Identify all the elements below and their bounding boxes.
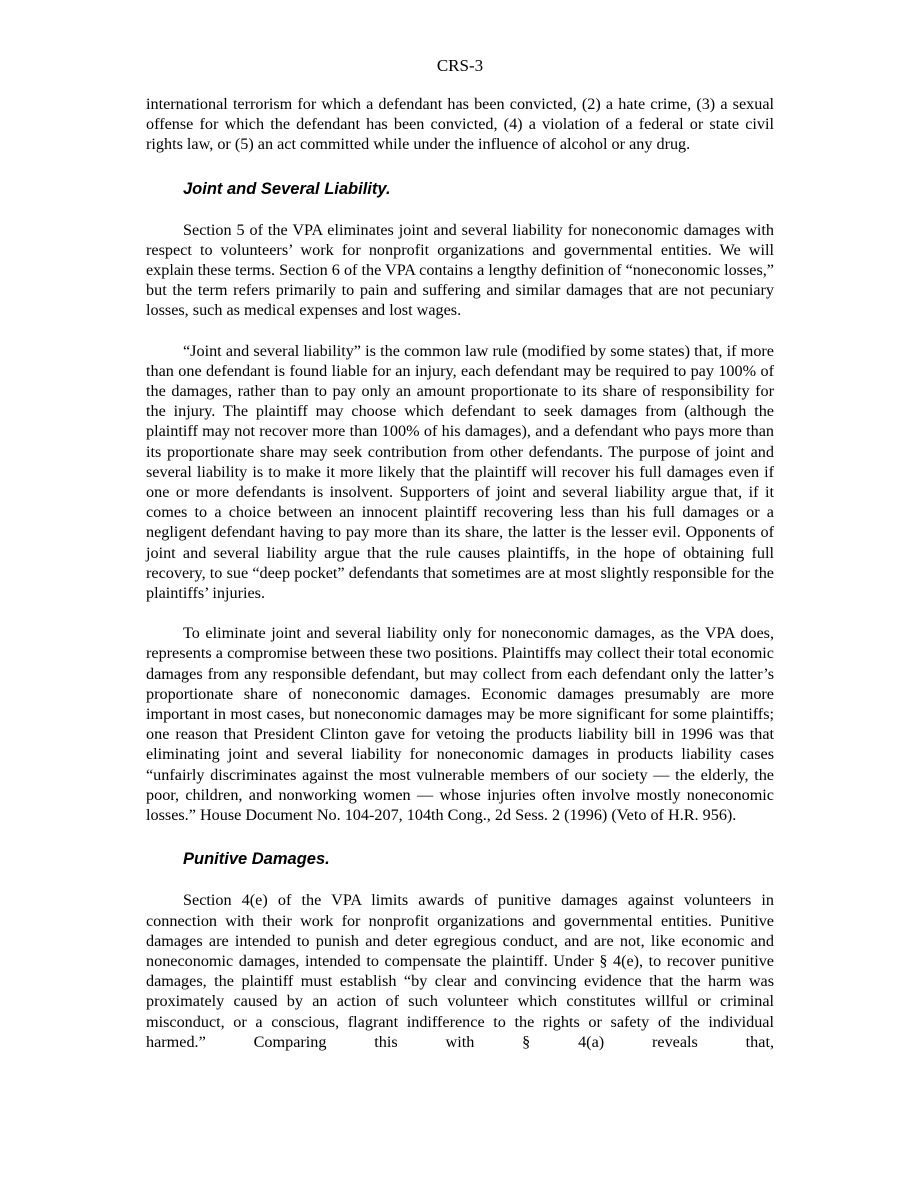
document-body [146, 94, 774, 1052]
section-heading-joint-several-liability: Joint and Several Liability. [183, 179, 391, 198]
paragraph-section-5: Section 5 of the VPA eliminates joint and several liability for noneconomic damages with respect to volunteers’ work for nonprofit organizations and governmental entities. We will explain these terms. Section 6 of the VPA contains a lengthy definition of “noneconomic losses,” but the term refers primarily to pain and suffering and similar damages that are not pecuniary losses, such as medical expenses and lost wages. [146, 220, 774, 320]
paragraph-section-4e: Section 4(e) of the VPA limits awards of punitive damages against volunteers in connection with their work for nonprofit organizations and governmental entities. Punitive damages are intended to punish and deter egregious conduct, and are not, like economic and noneconomic damages, intended to compensate the plaintiff. Under § 4(e), to recover punitive damages, the plaintiff must establish “by clear and convincing evidence that the harm was proximately caused by an action of such volunteer which constitutes willful or criminal misconduct, or a conscious, flagrant indifference to the rights or safety of the individual harmed.” Comparing this with § 4(a) reveals that, [146, 891, 774, 1051]
section-heading-punitive-damages: Punitive Damages. [183, 850, 330, 869]
paragraph-joint-several-definition: “Joint and several liability” is the common law rule (modified by some states) that, if more than one defendant is found liable for an injury, each defendant may be required to pay 100% of the damages, rather than to pay only an amount proportionate to its share of responsibility for the injury. The plaintiff may choose which defendant to seek damages from (although the plaintiff may not recover more than 100% of his damages), and a defendant who pays more than its proportionate share may seek contribution from other defendants. The purpose of joint and several liability is to make it more likely that the plaintiff will recover his full damages even if one or more defendants is insolvent. Supporters of joint and several liability argue that, if it comes to a choice between an innocent plaintiff recovering less than his full damages or a negligent defendant having to pay more than its share, the latter is the lesser evil. Opponents of joint and several liability argue that the rule causes plaintiffs, in the hope of obtaining full recovery, to sue “deep pocket” defendants that sometimes are at most slightly responsible for the plaintiffs’ injuries. [146, 341, 774, 603]
continuation-paragraph: international terrorism for which a defendant has been convicted, (2) a hate crime, (3) a sexual offense for which the defendant has been convicted, (4) a violation of a federal or state civil rights law, or (5) an act committed while under the influence of alcohol or any drug. [146, 95, 774, 154]
page-number-header: CRS-3 [436, 56, 484, 75]
paragraph-compromise: To eliminate joint and several liability only for noneconomic damages, as the VPA does, represents a compromise between these two positions. Plaintiffs may collect their total economic damages from any responsible defendant, but may collect from each defendant only the latter’s proportionate share of noneconomic damages. Economic damages presumably are more important in most cases, but noneconomic damages may be more significant for some plaintiffs; one reason that President Clinton gave for vetoing the products liability bill in 1996 was that eliminating joint and several liability for noneconomic damages in products liability cases “unfairly discriminates against the most vulnerable members of our society — the elderly, the poor, children, and nonworking women — whose injuries often involve mostly noneconomic losses.” House Document No. 104-207, 104th Cong., 2d Sess. 2 (1996) (Veto of H.R. 956). [146, 624, 774, 825]
